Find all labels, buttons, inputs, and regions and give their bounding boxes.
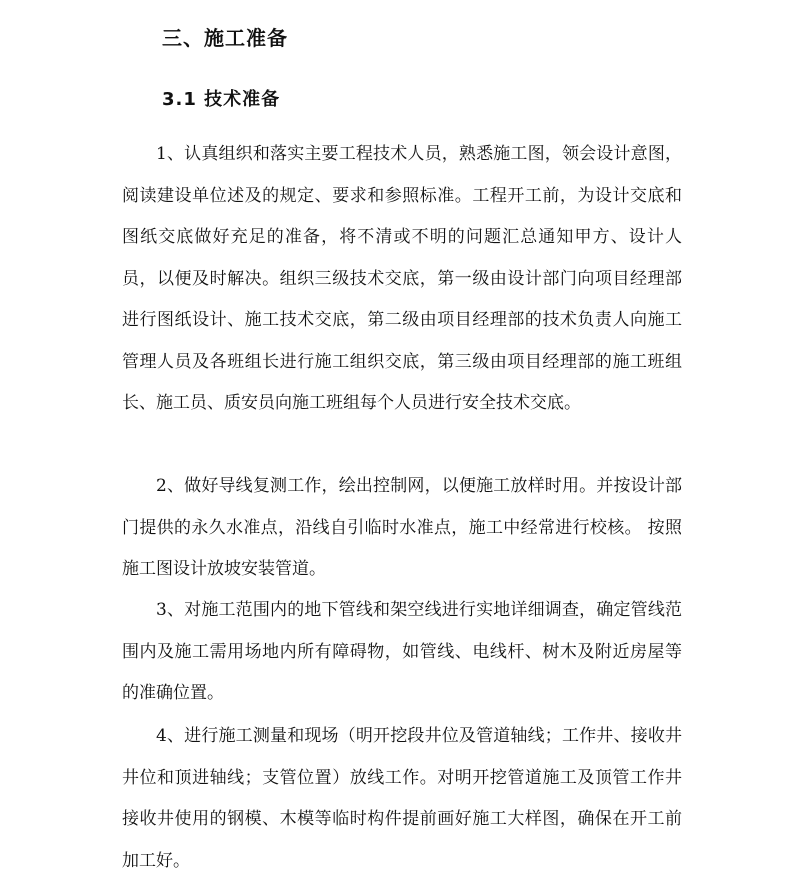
section-heading: 三、施工准备 (162, 26, 288, 50)
paragraph-2: 2、做好导线复测工作，绘出控制网，以便施工放样时用。并按设计部门提供的永久水准点，沿线自引临时水准点，施工中经常进行校核。 按照施工图设计放坡安装管道。 (122, 476, 682, 579)
subsection-heading: 3.1 技术准备 (162, 89, 281, 110)
paragraph-1: 1、认真组织和落实主要工程技术人员，熟悉施工图，领会设计意图，阅读建设单位述及的规定、要求和参照标准。工程开工前，为设计交底和图纸交底做好充足的准备，将不清或不明的问题汇总通知甲方、设计人员，以便及时解决。组织三级技术交底，第一级由设计部门向项目经理部进行图纸设计、施工技术交底，第二级由项目经理部的技术负责人向施工管理人员及各班组长进行施工组织交底，第三级由项目经理部的施工班组长、施工员、质安员向施工班组每个人员进行安全技术交底。 (122, 144, 682, 413)
paragraph-4-block (122, 716, 682, 882)
paragraph-3-block (122, 590, 682, 715)
paragraph-1-block (122, 134, 682, 425)
paragraph-4: 4、进行施工测量和现场（明开挖段井位及管道轴线；工作井、接收井井位和顶进轴线；支管位置）放线工作。对明开挖管道施工及顶管工作井接收井使用的钢模、木模等临时构件提前画好施工大样图，确保在开工前加工好。 (122, 726, 682, 871)
paragraph-2-block (122, 466, 682, 591)
paragraph-3: 3、对施工范围内的地下管线和架空线进行实地详细调查，确定管线范围内及施工需用场地内所有障碍物，如管线、电线杆、树木及附近房屋等的准确位置。 (122, 600, 682, 703)
